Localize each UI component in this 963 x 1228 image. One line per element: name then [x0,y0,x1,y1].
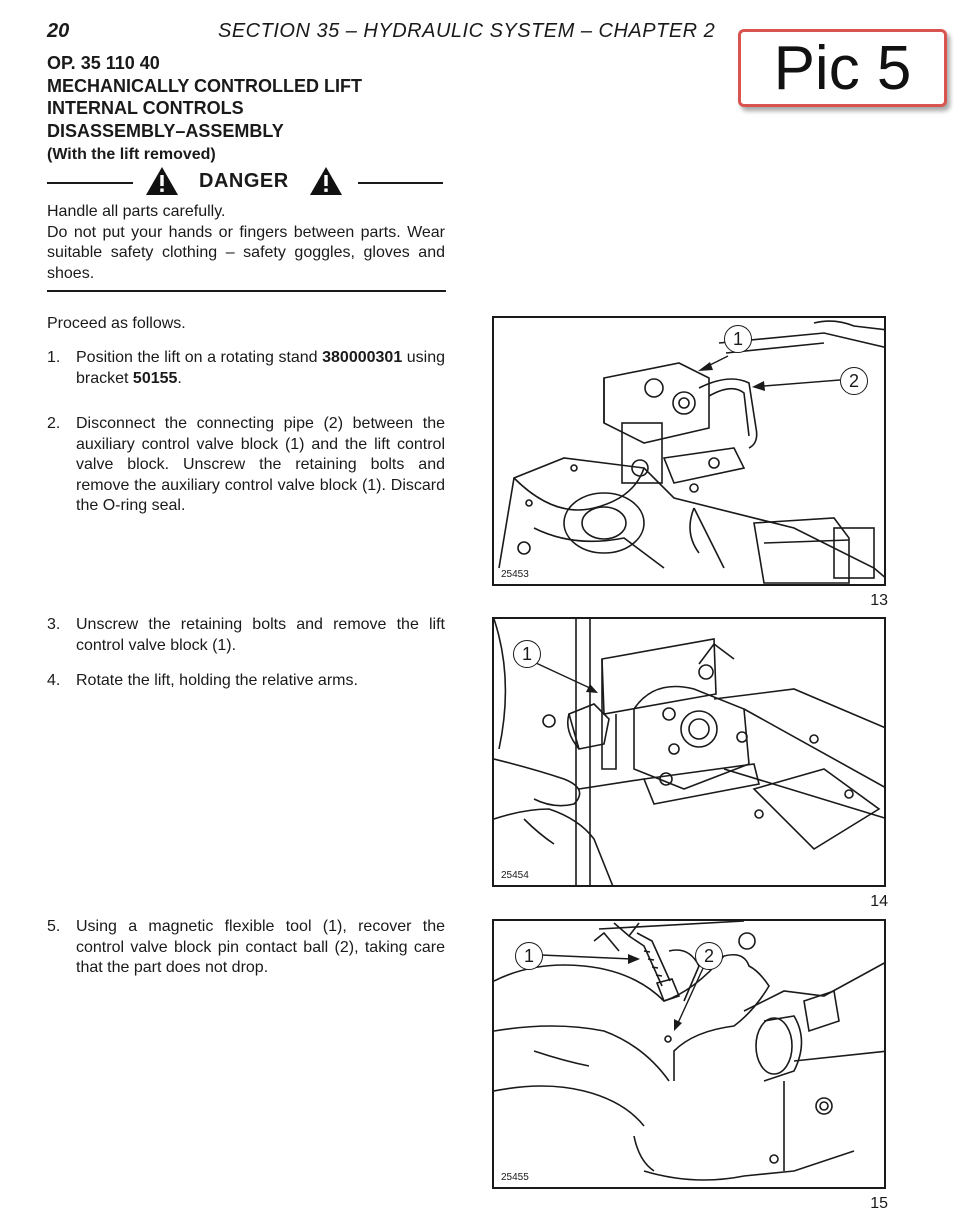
callout-1: 1 [515,942,543,970]
operation-title-block [47,52,362,142]
step-4 [47,671,445,692]
callout-1: 1 [513,640,541,668]
step-number: 5. [47,918,61,935]
danger-line1: Handle all parts carefully. [47,203,226,220]
step-text: Rotate the lift, holding the relative arms. [76,672,358,689]
step-text: Using a magnetic flexible tool (1), recover the control valve block pin contact ball (2), taking care that the part does not drop. [76,918,445,976]
danger-label: DANGER [199,170,289,192]
figure-code: 25454 [501,870,529,881]
magnetic-tool-drawing [494,921,886,1189]
pic-label-badge: Pic 5 [738,29,947,107]
section-heading: SECTION 35 – HYDRAULIC SYSTEM – CHAPTER 2 [218,20,716,42]
figure-code: 25453 [501,569,529,580]
operation-title-line2: INTERNAL CONTROLS [47,98,244,118]
control-valve-drawing [494,619,886,887]
danger-line2: Do not put your hands or fingers between parts. Wear suitable safety clothing – safety goggles, gloves and shoes. [47,223,445,282]
intro-text: Proceed as follows. [47,315,186,332]
operation-title-line1: MECHANICALLY CONTROLLED LIFT [47,75,362,96]
step-text: Disconnect the connecting pipe (2) between the auxiliary control valve block (1) and the lift control valve block. Unscrew the retaining bolts and remove the auxiliary control valve block (1). Discard the O-ring seal. [76,415,445,514]
callout-1: 1 [724,325,752,353]
divider [47,290,446,292]
warning-triangle-icon [145,166,179,196]
step-number: 2. [47,415,61,432]
step-text: Position the lift on a rotating stand [76,349,323,366]
lift-housing-drawing [494,318,886,586]
callout-2: 2 [840,367,868,395]
operation-subtitle: (With the lift removed) [47,146,216,163]
step-text: using bracket [76,349,446,387]
bracket-part-number: 50155 [132,369,178,387]
stand-part-number: 380000301 [322,349,403,366]
callout-2: 2 [695,942,723,970]
danger-rule-left [47,182,133,184]
danger-banner [47,164,443,198]
step-text: . [177,369,182,387]
figure-number: 14 [870,893,888,910]
step-3 [47,615,445,656]
operation-title-line3: DISASSEMBLY–ASSEMBLY [47,120,284,141]
step-5 [47,917,445,979]
figure-number: 15 [870,1195,888,1212]
operation-code: OP. 35 110 40 [47,53,160,73]
step-number: 4. [47,672,61,689]
step-number: 1. [47,349,61,366]
figure-14-illustration [492,617,886,887]
step-text: Unscrew the retaining bolts and remove the lift control valve block (1). [76,616,445,654]
danger-text [47,202,445,284]
danger-rule-right [358,182,443,184]
step-number: 3. [47,616,61,633]
figure-number: 13 [870,592,888,609]
step-1 [47,348,445,389]
figure-13-illustration [492,316,886,586]
figure-code: 25455 [501,1172,529,1183]
figure-15-illustration [492,919,886,1189]
page-number: 20 [47,20,70,42]
warning-triangle-icon [309,166,343,196]
step-2 [47,414,445,517]
